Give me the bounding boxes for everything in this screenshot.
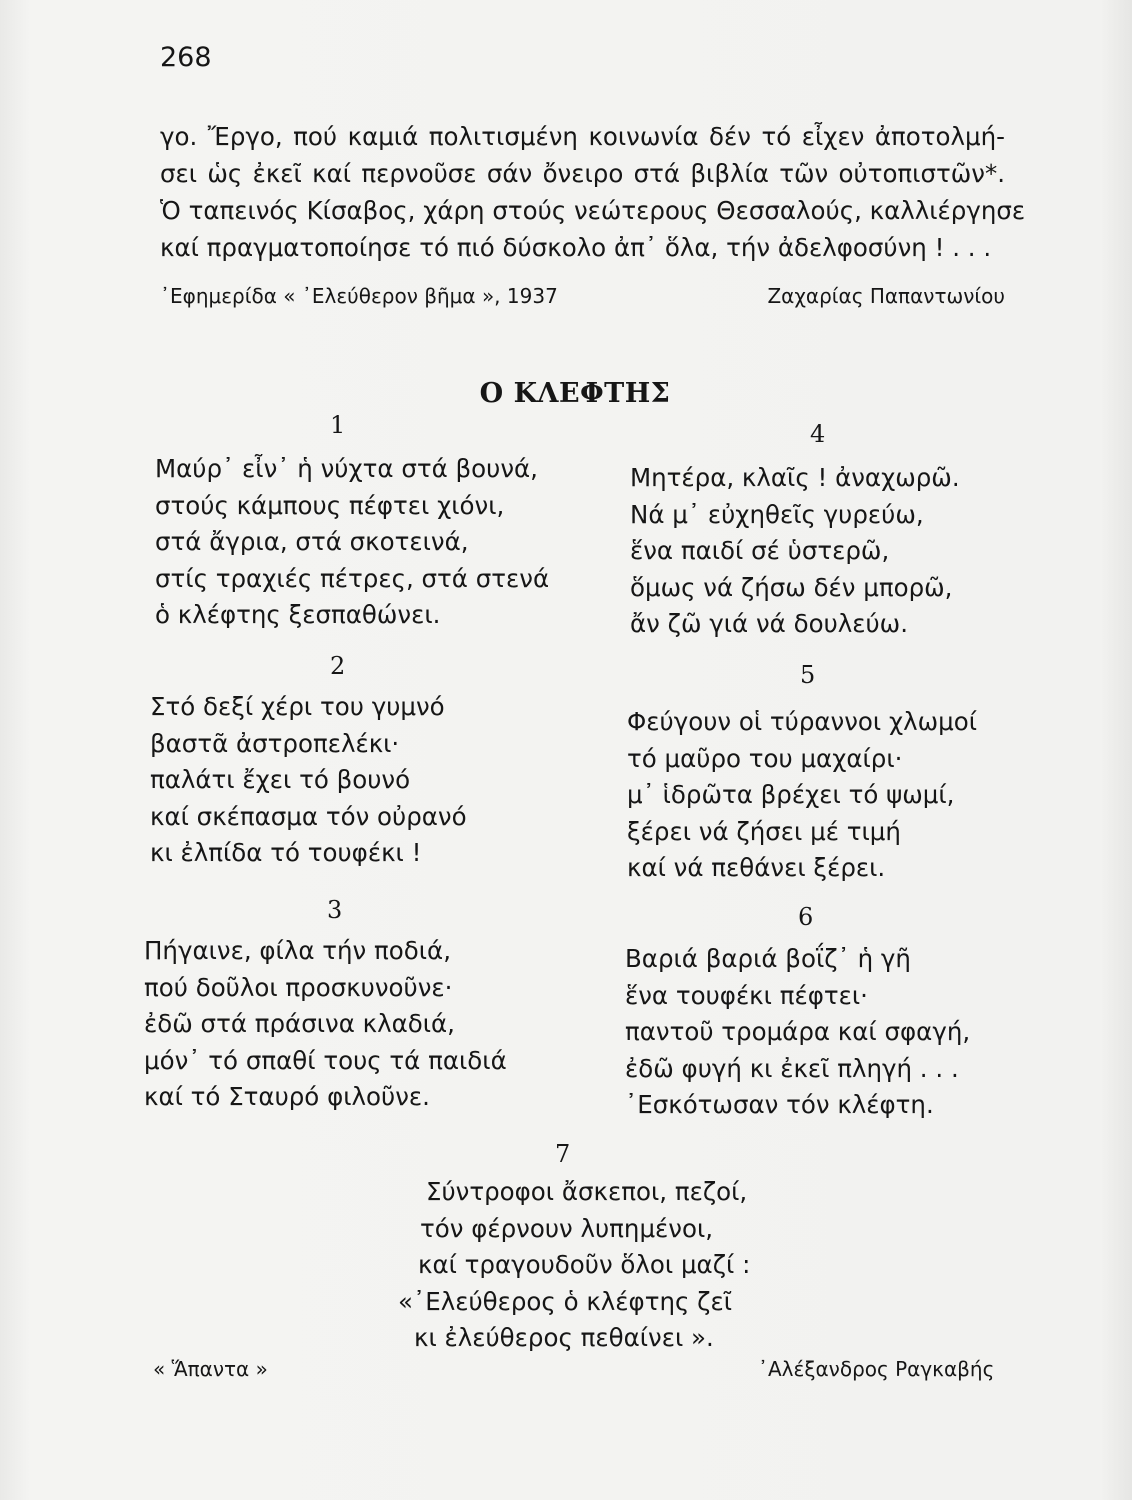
prose-line: σει ὡς ἐκεῖ καί περνοῦσε σάν ὄνειρο στά βιβλία τῶν οὐτοπιστῶν*.	[160, 159, 1005, 188]
verse-line: κι ἐλεύθερος πεθαίνει ».	[414, 1323, 714, 1352]
verse-line: ἄν ζῶ γιά νά δουλεύω.	[630, 609, 908, 638]
stanza-number: 3	[327, 896, 343, 924]
verse-line: κι ἐλπίδα τό τουφέκι !	[150, 838, 422, 867]
verse-line: Βαριά βαριά βοΐζ᾽ ἡ γῆ	[625, 944, 911, 973]
page-number: 268	[160, 42, 212, 73]
verse-line: ὅμως νά ζήσω δέν μπορῶ,	[630, 572, 953, 602]
stanza-number: 1	[330, 411, 346, 439]
stanza	[627, 704, 977, 887]
verse-line: ἕνα παιδί σέ ὑστερῶ,	[630, 536, 890, 565]
prose-line: Ὁ ταπεινός Κίσαβος, χάρη στούς νεώτερους Θεσσαλούς, καλλιέργησε	[160, 196, 1026, 225]
prose-line: καί πραγματοποίησε τό πιό δύσκολο ἀπ᾽ ὅλα, τήν ἀδελφοσύνη ! . . .	[160, 233, 992, 262]
verse-line: καί σκέπασμα τόν οὐρανό	[150, 801, 467, 831]
verse-line: καί νά πεθάνει ξέρει.	[627, 853, 886, 882]
poem-title: Ο ΚΛΕΦΤΗΣ	[479, 378, 671, 409]
verse-line: Πήγαινε, φίλα τήν ποδιά,	[144, 936, 451, 965]
prose-line: γο. Ἔργο, πού καμιά πολιτισμένη κοινωνία δέν τό εἶχεν ἀποτολμή-	[160, 122, 1005, 151]
verse-line: καί τραγουδοῦν ὅλοι μαζί :	[418, 1250, 751, 1279]
source-citation	[160, 284, 1005, 308]
stanza-number: 7	[555, 1140, 571, 1168]
verse-line: στούς κάμπους πέφτει χιόνι,	[155, 490, 505, 520]
verse-line: καί τό Σταυρό φιλοῦνε.	[144, 1082, 430, 1111]
verse-line: παντοῦ τρομάρα καί σφαγή,	[625, 1017, 971, 1046]
verse-line: ἐδῶ φυγή κι ἐκεῖ πληγή . . .	[625, 1053, 959, 1083]
footer-author: ᾽Αλέξανδρος Ραγκαβής	[758, 1357, 995, 1381]
verse-line: στά ἄγρια, στά σκοτεινά,	[155, 527, 469, 556]
verse-line: τόν φέρνουν λυπημένοι,	[420, 1213, 714, 1243]
stanza-number: 4	[810, 420, 826, 448]
verse-line: βαστᾶ ἀστροπελέκι·	[150, 728, 400, 758]
stanza-number: 5	[800, 661, 816, 689]
verse-line: Σύντροφοι ἄσκεποι, πεζοί,	[426, 1177, 748, 1206]
stanza	[625, 941, 970, 1124]
stanza	[398, 1174, 751, 1357]
verse-line: ξέρει νά ζήσει μέ τιμή	[627, 816, 901, 846]
verse-line: ἐδῶ στά πράσινα κλαδιά,	[144, 1009, 455, 1038]
stanza	[150, 689, 467, 872]
verse-line: ὁ κλέφτης ξεσπαθώνει.	[155, 600, 441, 629]
verse-line: μόν᾽ τό σπαθί τους τά παιδιά	[144, 1045, 507, 1075]
verse-line: παλάτι ἔχει τό βουνό	[150, 765, 411, 794]
prose-paragraph	[160, 118, 1026, 266]
stanza	[144, 933, 507, 1116]
verse-line: ᾽Εσκότωσαν τόν κλέφτη.	[625, 1090, 934, 1119]
stanza	[630, 460, 960, 643]
footer-source: « Ἅπαντα »	[153, 1357, 268, 1381]
verse-line: Νά μ᾽ εὐχηθεῖς γυρεύω,	[630, 499, 924, 529]
stanza	[155, 451, 549, 634]
verse-line: πού δοῦλοι προσκυνοῦνε·	[144, 972, 453, 1002]
stanza-number: 6	[798, 903, 814, 931]
verse-line: Μητέρα, κλαῖς ! ἀναχωρῶ.	[630, 463, 960, 492]
source-author: Ζαχαρίας Παπαντωνίου	[767, 284, 1005, 308]
verse-line: Φεύγουν οἱ τύραννοι χλωμοί	[627, 707, 978, 736]
verse-line: Στό δεξί χέρι του γυμνό	[150, 692, 445, 721]
stanza-number: 2	[330, 652, 346, 680]
source-newspaper: ᾽Εφημερίδα « ᾽Ελεύθερον βῆμα », 1937	[160, 284, 558, 308]
verse-line: τό μαῦρο του μαχαίρι·	[627, 743, 903, 773]
verse-line: «᾽Ελεύθερος ὁ κλέφτης ζεῖ	[398, 1286, 733, 1316]
verse-line: ἕνα τουφέκι πέφτει·	[625, 980, 868, 1010]
verse-line: στίς τραχιές πέτρες, στά στενά	[155, 563, 550, 593]
verse-line: Μαύρ᾽ εἶν᾽ ἡ νύχτα στά βουνά,	[155, 454, 538, 483]
verse-line: μ᾽ ἱδρῶτα βρέχει τό ψωμί,	[627, 780, 955, 809]
